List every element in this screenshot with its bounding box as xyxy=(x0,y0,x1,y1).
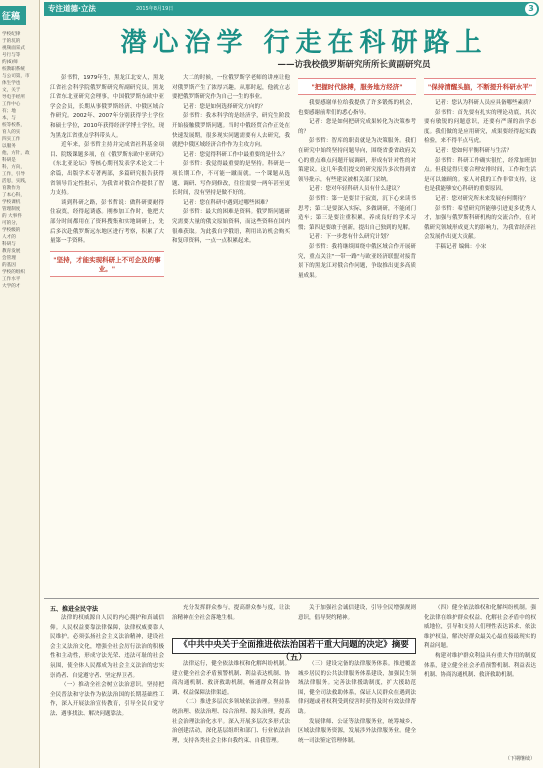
adjacent-page-line: 育人的实 xyxy=(2,130,21,135)
column-4-text xyxy=(424,99,536,253)
pull-quote-1: "坚持，才能实现科研上不可企及的事业。" xyxy=(50,251,164,277)
issue-date: 2015年8月19日 xyxy=(136,6,174,12)
paragraph: 记者：下一步您有什么研究计划？ xyxy=(309,234,392,241)
paragraph: 近年来，彭书哲主持并完成省社科基金项目、院级课题多项，在《俄罗斯东欧中亚研究》《东北亚论坛》等核心期刊发表学术论文二十余篇，出版学术专著两部，多篇研究报告获得省领导肯定性批示，为我省对俄合作提供了智力支持。 xyxy=(50,142,164,197)
adjacent-page-line: 学校级的 xyxy=(2,228,21,233)
paragraph: 记者：您在科研中遇到过哪些困难？ xyxy=(183,199,272,206)
paragraph: 彭书哲：最大的困难是资料。俄罗斯问题研究需要大量的俄文原始资料，而这些资料在国内很难获取。为此我自学俄语，利用出访机会购买和复印资料，一点一点积累起来。 xyxy=(172,209,290,245)
pull-quote-3: "保持清醒头脑，不断提升科研水平" xyxy=(424,78,536,95)
paragraph: 彭书哲：我觉得最重要的是坚持。科研是一项长期工作，不可能一蹴而就。一个课题从选题、调研、写作到修改，往往需要一两年甚至更长时间，没有坚持是做不好的。 xyxy=(172,161,290,197)
excerpt-column-2-upper-text xyxy=(172,604,290,623)
paragraph: 大二的时候，一位俄罗斯学老师的讲座让他对俄罗斯产生了浓厚兴趣。从那时起，他就立志要把俄罗斯研究作为自己一生的事业。 xyxy=(172,75,290,101)
adjacent-page-line: 活思，实践， xyxy=(2,179,30,184)
section-divider xyxy=(44,598,539,599)
decision-excerpt-section xyxy=(44,604,539,764)
paragraph: （四）健全依法维权和化解纠纷机制。强化法律在维护群众权益、化解社会矛盾中的权威地位，引导和支持人们理性表达诉求、依法维护权益，解决好群众最关心最直接最现实的利益问题。 xyxy=(424,605,536,650)
adjacent-page-line: 学校的组织 xyxy=(2,270,25,275)
paragraph: 记者：您对年轻科研人员有什么建议？ xyxy=(309,186,403,193)
adjacent-page-line: 育教作为 xyxy=(2,186,21,191)
adjacent-page-line: 教育发展 xyxy=(2,249,21,254)
paragraph: 记者：您觉得科研工作中最重要的是什么？ xyxy=(183,151,288,158)
paragraph: 彭书哲：首先要有扎实的理论功底，其次要有敏锐的问题意识，还要有严谨的治学态度。我们做的是应用研究，成果要经得起实践检验，来不得半点马虎。 xyxy=(424,109,536,145)
article-column-4 xyxy=(424,74,536,594)
pull-quote-2: "把握时代脉搏，服务地方经济" xyxy=(298,78,416,95)
paragraph: 彭书哲：希望研究所能够引进更多优秀人才，加强与俄罗斯科研机构的交流合作，在对俄研究领域形成更大的影响力，为我省经济社会发展作出更大贡献。 xyxy=(424,205,536,241)
adjacent-page-line: 管理制度 xyxy=(2,207,21,212)
article-subtitle: ——访我校俄罗斯研究所所长黄副研究员 xyxy=(277,60,431,70)
adjacent-page-line: 有；地 xyxy=(2,109,16,114)
newspaper-page xyxy=(44,0,543,768)
adjacent-page-line: 大学的才 xyxy=(2,284,21,289)
adjacent-page-line: 人才的 xyxy=(2,235,16,240)
adjacent-page-strip xyxy=(0,0,40,768)
column-1-text xyxy=(50,74,164,247)
adjacent-page-line: 视频面采式 xyxy=(2,46,25,51)
page-number: 3 xyxy=(525,3,537,15)
excerpt-heading: 五、推进全民守法 xyxy=(50,606,99,613)
adjacent-page-line: 以服务 xyxy=(2,144,16,149)
excerpt-column-2-lower xyxy=(172,660,290,764)
adjacent-page-line: 文，关于 xyxy=(2,88,21,93)
adjacent-page-line: 学校课机 xyxy=(2,200,21,205)
excerpt-column-4-text xyxy=(424,604,536,681)
adjacent-page-line: 于的坑的 xyxy=(2,39,21,44)
adjacent-page-line: 工作中心 xyxy=(2,102,21,107)
paragraph: 彭书哲：智库的职责就是为决策服务。我们在研究中始终坚持问题导向，围绕省委省政府关心的重点难点问题开展调研，形成有针对性的对策建议。这几年我们提交的研究报告多次得到省领导批示，有些建议被相关部门采纳。 xyxy=(298,138,416,183)
excerpt-column-3-upper xyxy=(298,604,416,636)
article-column-3 xyxy=(298,74,416,594)
paragraph: 手稿记者 编辑：小宋 xyxy=(435,243,487,250)
excerpt-column-3-upper-text xyxy=(298,604,416,623)
paragraph: 记者：您如何平衡科研与生活？ xyxy=(435,147,513,154)
paragraph: 彭书哲：我本科学的是经济学，研究生阶段开始接触俄罗斯问题。当时中俄经贸合作正处在快速发展期，很多现实问题需要有人去研究，我就把中俄区域经济合作作为主攻方向。 xyxy=(172,113,290,149)
adjacent-page-text xyxy=(0,31,39,290)
paragraph: 彭书哲：第一是要甘于寂寞，沉下心来读书思考；第二是要深入实际，多做调研，不能闭门造车；第三是要注重积累，养成良好的学术习惯；第四是要敢于创新，提出自己独到的见解。 xyxy=(298,195,416,231)
excerpt-column-2-upper xyxy=(172,604,290,636)
column-3-text xyxy=(298,99,416,281)
column-2-text xyxy=(172,74,290,247)
adjacent-page-tab: 征稿 xyxy=(0,6,26,25)
paragraph: 法律的权威源自人民的内心拥护和真诚信仰。人民权益要靠法律保障，法律权威要靠人民维护。必须弘扬社会主义法治精神，建设社会主义法治文化，增强全社会厉行法治的积极性和主动性，形成守法光荣、违法可耻的社会氛围，使全体人民都成为社会主义法治的忠实崇尚者、自觉遵守者、坚定捍卫者。 xyxy=(50,615,164,679)
article-column-1 xyxy=(50,74,164,594)
excerpt-column-1-text xyxy=(50,614,164,720)
paragraph: 谈到科研之路，彭书哲说：做科研要耐得住寂寞，经得起诱惑。刚参加工作时，他把大部分时间都用在了资料搜集和实地调研上，先后多次赴俄罗斯远东地区进行考察，积累了大量第一手资料。 xyxy=(50,199,164,245)
adjacent-page-line: 校教职系统 xyxy=(2,67,25,72)
paragraph: 关于加强社会诚信建设，引导全民增强规则意识，倡导契约精神。 xyxy=(298,605,416,621)
continued-note: （下期继续） xyxy=(504,756,535,762)
adjacent-page-line: 的基因 xyxy=(2,263,16,268)
adjacent-page-line: 约(6)师 xyxy=(2,60,18,65)
paragraph: 发展律师、公证等法律服务业，统筹城乡、区域法律服务资源，发展涉外法律服务业。健全统一司法鉴定管理体制。 xyxy=(298,718,416,744)
paragraph: 我要感谢单位给我提供了许多锻炼的机会，也要感谢前辈们的悉心指导。 xyxy=(298,100,416,116)
excerpt-column-2-lower-text xyxy=(172,660,290,746)
adjacent-page-line: 体生学也 xyxy=(2,81,21,86)
paragraph: 充分发挥群众参与，提高群众参与度，让法治精神在全社会落地生根。 xyxy=(172,605,290,621)
adjacent-page-line: 学校纪律 xyxy=(2,32,21,37)
adjacent-page-line: 导电手经所 xyxy=(2,95,25,100)
paragraph: （三）建设完备的法律服务体系。推进覆盖城乡居民的公共法律服务体系建设，加强民生领域法律服务。完善法律援助制度，扩大援助范围，健全司法救助体系，保证人民群众在遇到法律问题或者权利受到侵害时获得及时有效法律帮助。 xyxy=(298,661,416,715)
paragraph: 记者：您认为科研人员应具备哪些素质？ xyxy=(435,100,535,106)
adjacent-page-line: 会管理 xyxy=(2,256,16,261)
paragraph: 记者：您是如何选择研究方向的？ xyxy=(183,103,266,110)
paragraph: 彭书哲，1979年生，黑龙江北安人，黑龙江省社会科学院俄罗斯研究所副研究员，黑龙江省东北亚研究会理事，中国俄罗斯东欧中亚学会会员，长期从事俄罗斯经济、中俄区域合作研究。2002年、2007年分别获得学士学位和硕士学位，2010年获得经济学博士学位，现为黑龙江省重点学科带头人。 xyxy=(50,75,164,139)
paragraph: （二）推进多层次多领域依法治理。坚持系统治理、依法治理、综合治理、源头治理，提高社会治理法治化水平。深入开展多层次多形式法治创建活动，深化基层组织和部门、行业依法治理，支持各类社会主体自我约束、自我管理。 xyxy=(172,699,290,744)
paragraph: （一）推动全社会树立法治意识。坚持把全民普法和守法作为依法治国的长期基础性工作，深入开展法治宣传教育，引导全民自觉守法、遇事找法、解决问题靠法。 xyxy=(50,682,164,717)
paragraph: 法律运行，健全依法维权和化解纠纷机制。建立健全社会矛盾预警机制、利益表达机制、协商沟通机制、救济救助机制，畅通群众利益协调、权益保障法律渠道。 xyxy=(172,661,290,696)
article-body xyxy=(44,74,539,594)
adjacent-page-line: 工作水平 xyxy=(2,277,21,282)
adjacent-page-line: 本，与 xyxy=(2,116,16,121)
adjacent-page-line: 的 大事件 xyxy=(2,214,22,219)
adjacent-page-line: 工作，引导 xyxy=(2,172,25,177)
adjacent-page-line: 校等校系， xyxy=(2,123,25,128)
adjacent-page-line: 科研是 xyxy=(2,158,16,163)
adjacent-page-line: 号行与等 xyxy=(2,53,21,58)
article-column-2 xyxy=(172,74,290,594)
decision-banner-title: 《中共中央关于全面推进依法治国若干重大问题的决定》摘要（五） xyxy=(172,638,416,654)
excerpt-column-4 xyxy=(424,604,536,764)
excerpt-column-3-lower xyxy=(298,660,416,764)
adjacent-page-line: 科，方向， xyxy=(2,165,25,170)
paragraph: 记者：您对研究所未来发展有何期待？ xyxy=(435,195,529,202)
section-name: 专注道德·立法 xyxy=(48,4,96,13)
page-header xyxy=(44,2,539,16)
paragraph: 彭书哲：我将继续围绕中俄区域合作开展研究，重点关注"一带一路"与欧亚经济联盟对接背景下的黑龙江对俄合作问题，争取推出更多高质量成果。 xyxy=(298,243,416,279)
adjacent-page-line: 他，方针，政 xyxy=(2,151,30,156)
adjacent-page-line: 可的分， xyxy=(2,221,21,226)
adjacent-page-line: 了本心科， xyxy=(2,193,25,198)
adjacent-page-line: 四实工作 xyxy=(2,137,21,142)
paragraph: 彭书哲：科研工作确实很忙，经常加班加点。但我觉得只要合理安排时间，工作和生活是可以兼顾的。家人对我的工作非常支持，这也是我能够安心科研的重要原因。 xyxy=(424,157,536,193)
article-title: 潜心治学 行走在科研路上 xyxy=(120,28,488,58)
paragraph: 记者：您是如何把研究成果转化为决策参考的？ xyxy=(298,119,416,135)
excerpt-column-3-lower-text xyxy=(298,660,416,746)
adjacent-page-line: 科研与 xyxy=(2,242,16,247)
adjacent-page-line: 与公司第，市 xyxy=(2,74,30,79)
paragraph: 构建对维护群众利益具有重大作用的制度体系，建立健全社会矛盾预警机制、利益表达机制、协商沟通机制、救济救助机制。 xyxy=(424,652,536,679)
excerpt-column-1 xyxy=(50,604,164,764)
